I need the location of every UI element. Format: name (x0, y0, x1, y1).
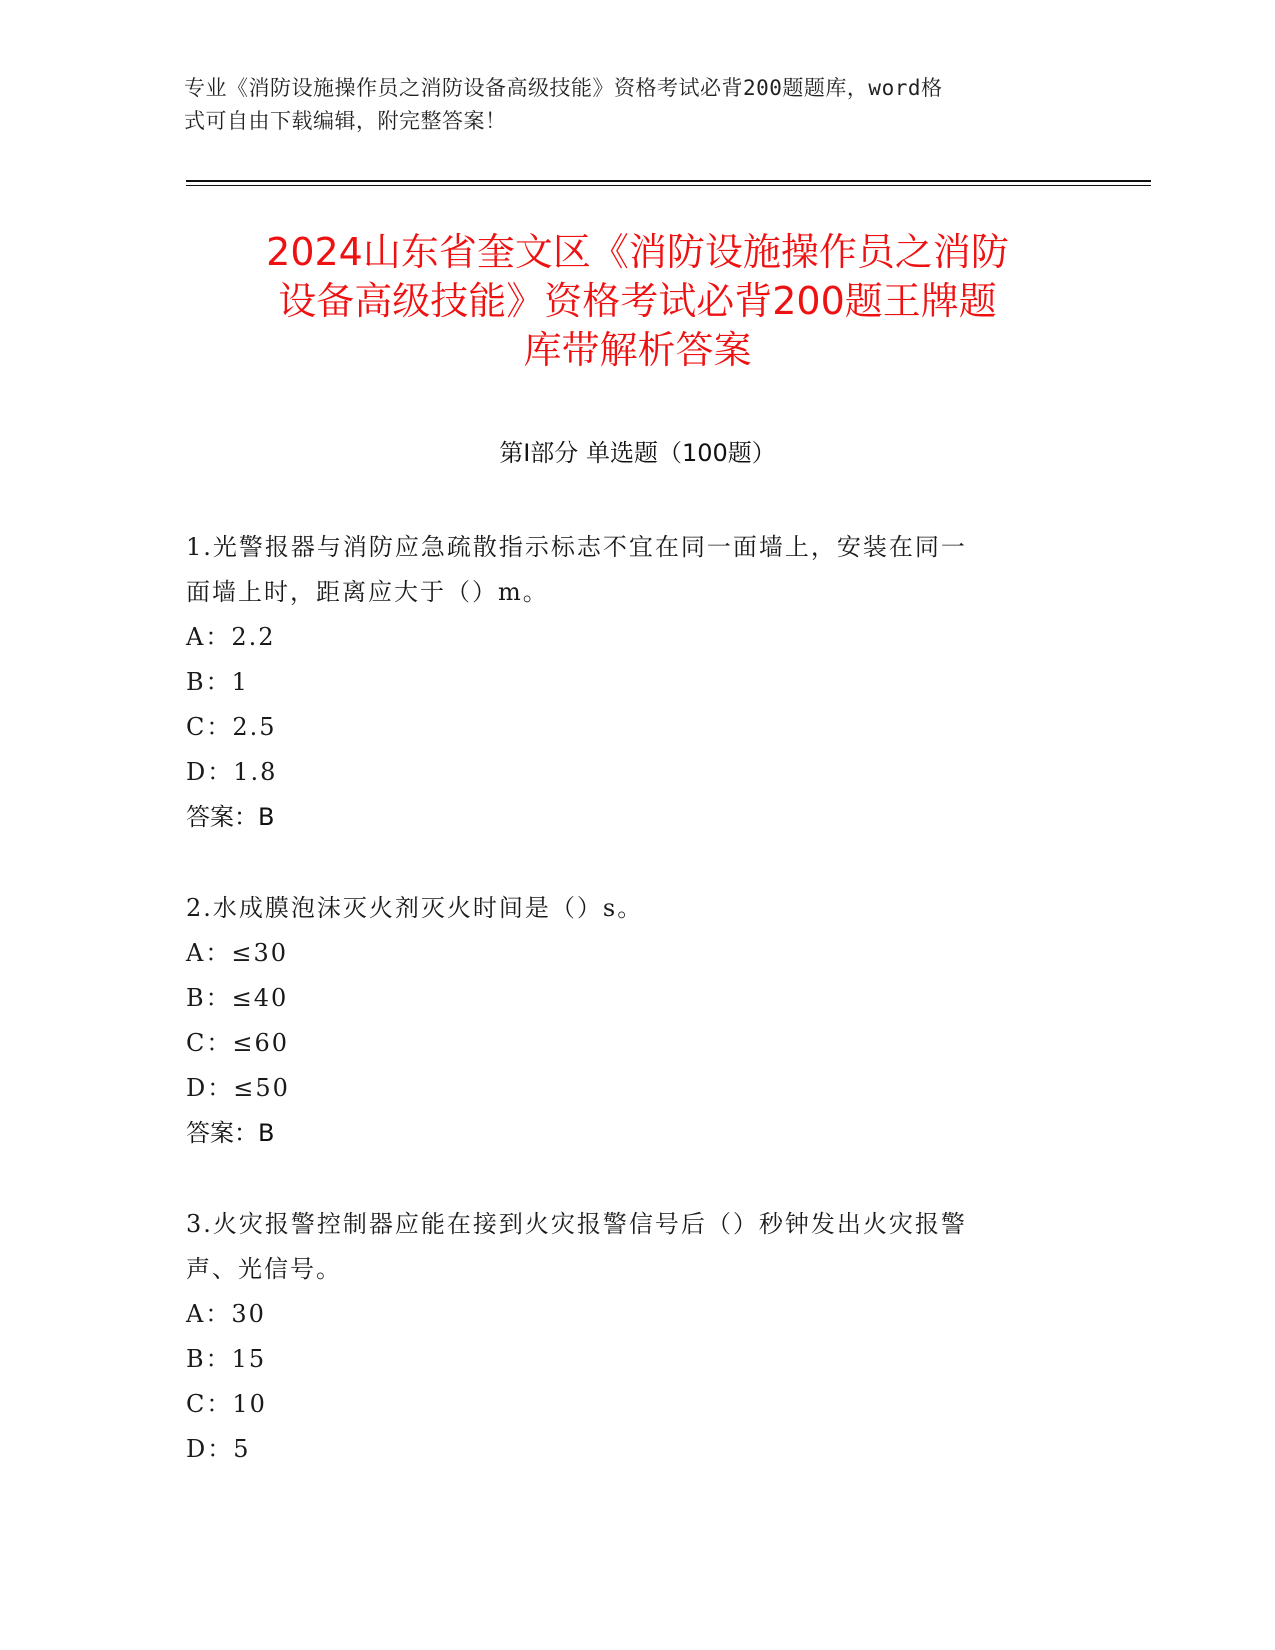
question-stem (186, 886, 1066, 931)
answer: 答案：B (186, 1119, 275, 1147)
question-stem-line: 面墙上时，距离应大于（）m。 (186, 578, 549, 606)
option-a: A：30 (186, 1300, 266, 1328)
question-stem-line: 声、光信号。 (186, 1255, 342, 1283)
option-a: A：2.2 (186, 623, 276, 651)
document-title-line-2: 设备高级技能》资格考试必背200题王牌题 (278, 279, 997, 323)
question-3 (186, 1202, 1066, 1472)
header-note-line-2: 式可自由下载编辑，附完整答案！ (184, 109, 507, 133)
option-d: D：1.8 (186, 758, 278, 786)
question-stem (186, 1202, 1066, 1292)
section-title: 第I部分 单选题（100题） (499, 439, 776, 467)
question-stem (186, 525, 1066, 615)
question-stem-line: 1.光警报器与消防应急疏散指示标志不宜在同一面墙上，安装在同一 (186, 533, 967, 561)
header-rule-thin (186, 185, 1151, 186)
option-d: D：5 (186, 1435, 251, 1463)
header-note-line-1: 专业《消防设施操作员之消防设备高级技能》资格考试必背200题题库，word格 (184, 76, 943, 100)
option-b: B：≤40 (186, 984, 289, 1012)
document-title-line-1: 2024山东省奎文区《消防设施操作员之消防 (266, 230, 1009, 274)
option-b: B：15 (186, 1345, 267, 1373)
question-1 (186, 525, 1066, 840)
document-title-line-3: 库带解析答案 (523, 328, 752, 372)
header-rule-thick (186, 180, 1151, 182)
option-a: A：≤30 (186, 939, 288, 967)
option-d: D：≤50 (186, 1074, 290, 1102)
option-c: C：2.5 (186, 713, 277, 741)
option-b: B：1 (186, 668, 249, 696)
question-list (186, 525, 1066, 1518)
answer: 答案：B (186, 803, 275, 831)
option-c: C：10 (186, 1390, 267, 1418)
question-stem-line: 3.火灾报警控制器应能在接到火灾报警信号后（）秒钟发出火灾报警 (186, 1210, 967, 1238)
option-c: C：≤60 (186, 1029, 290, 1057)
header-note (184, 72, 1064, 138)
document-title (170, 228, 1105, 375)
question-stem-line: 2.水成膜泡沫灭火剂灭火时间是（）s。 (186, 894, 644, 922)
question-2 (186, 886, 1066, 1156)
